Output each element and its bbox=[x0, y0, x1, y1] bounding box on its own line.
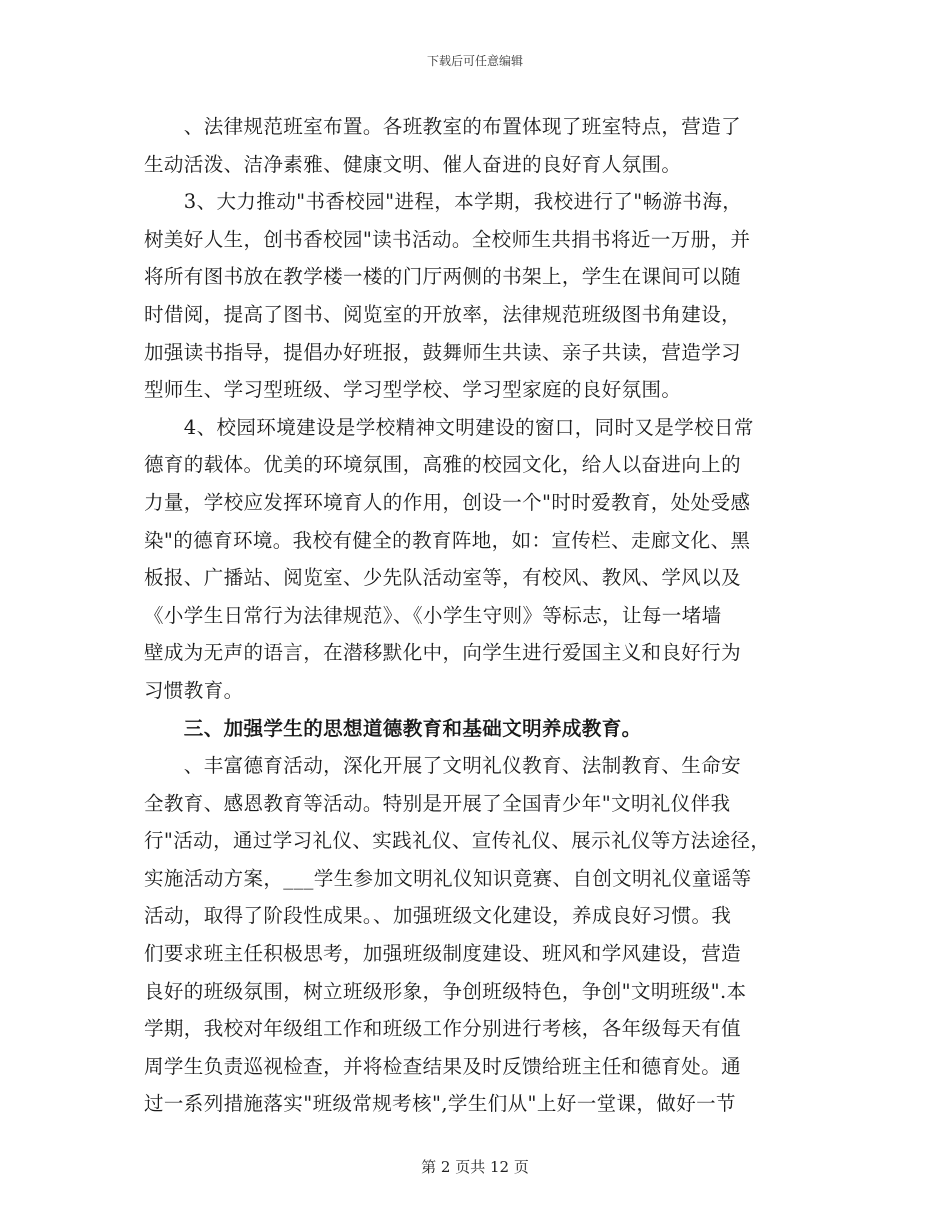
text-line: 《小学生日常行为法律规范》、《小学生守则》等标志，让每一堵墙 bbox=[144, 603, 722, 627]
text-line: 壁成为无声的语言，在潜移默化中，向学生进行爱国主义和良好行为 bbox=[144, 641, 742, 665]
text-line: 实施活动方案，___学生参加文明礼仪知识竟赛、自创文明礼仪童谣等 bbox=[144, 866, 752, 890]
text-line: 生动活泼、洁净素雅、健康文明、催人奋进的良好育人氛围。 bbox=[144, 152, 682, 176]
paragraph bbox=[144, 747, 814, 1123]
text-line: 过一系列措施落实"班级常规考核",学生们从"上好一堂课，做好一节 bbox=[144, 1092, 736, 1116]
text-line: 力量，学校应发挥环境育人的作用，创设一个"时时爱教育，处处受感 bbox=[144, 490, 751, 514]
text-line: 3、大力推动"书香校园"进程，本学期，我校进行了"畅游书海， bbox=[144, 190, 743, 214]
paragraph bbox=[144, 183, 814, 409]
text-line: 加强读书指导，提倡办好班报，鼓舞师生共读、亲子共读，营造学习 bbox=[144, 340, 742, 364]
text-line: 将所有图书放在教学楼一楼的门厅两侧的书架上，学生在课间可以随 bbox=[144, 265, 742, 289]
text-line: 们要求班主任积极思考，加强班级制度建设、班风和学风建设，营造 bbox=[144, 942, 742, 966]
text-line: 德育的载体。优美的环境氛围，高雅的校园文化，给人以奋进向上的 bbox=[144, 453, 742, 477]
text-line: 良好的班级氛围，树立班级形象，争创班级特色，争创"文明班级".本 bbox=[144, 979, 747, 1003]
text-line: 活动，取得了阶段性成果。、加强班级文化建设，养成良好习惯。我 bbox=[144, 904, 732, 928]
text-line: 全教育、感恩教育等活动。特别是开展了全国青少年"文明礼仪伴我 bbox=[144, 791, 731, 815]
section-heading bbox=[144, 710, 814, 748]
document-body bbox=[144, 108, 814, 1123]
text-line: 、丰富德育活动，深化开展了文明礼仪教育、法制教育、生命安 bbox=[144, 754, 742, 778]
text-line: 习惯教育。 bbox=[144, 678, 244, 702]
text-line: 板报、广播站、阅览室、少先队活动室等，有校风、教风、学风以及 bbox=[144, 566, 742, 590]
text-line: 染"的德育环境。我校有健全的教育阵地，如：宣传栏、走廊文化、黑 bbox=[144, 528, 751, 552]
page-header: 下载后可任意编辑 bbox=[426, 54, 523, 68]
text-line: 时借阅，提高了图书、阅览室的开放率，法律规范班级图书角建设， bbox=[144, 302, 742, 326]
paragraph bbox=[144, 108, 814, 183]
text-line: 三、加强学生的思想道德教育和基础文明养成教育。 bbox=[144, 716, 642, 740]
paragraph bbox=[144, 409, 814, 710]
text-line: 树美好人生，创书香校园"读书活动。全校师生共捐书将近一万册，并 bbox=[144, 227, 751, 251]
text-line: 型师生、学习型班级、学习型学校、学习型家庭的良好氛围。 bbox=[144, 378, 682, 402]
text-line: 行"活动，通过学习礼仪、实践礼仪、宣传礼仪、展示礼仪等方法途径， bbox=[144, 829, 771, 853]
page-footer: 第 2 页共 12 页 bbox=[421, 1158, 529, 1176]
text-line: 学期，我校对年级组工作和班级工作分别进行考核，各年级每天有值 bbox=[144, 1017, 742, 1041]
text-line: 4、校园环境建设是学校精神文明建设的窗口，同时又是学校日常 bbox=[144, 415, 754, 439]
text-line: 周学生负责巡视检查，并将检查结果及时反馈给班主任和德育处。通 bbox=[144, 1054, 742, 1078]
text-line: 、法律规范班室布置。各班教室的布置体现了班室特点，营造了 bbox=[144, 115, 742, 138]
